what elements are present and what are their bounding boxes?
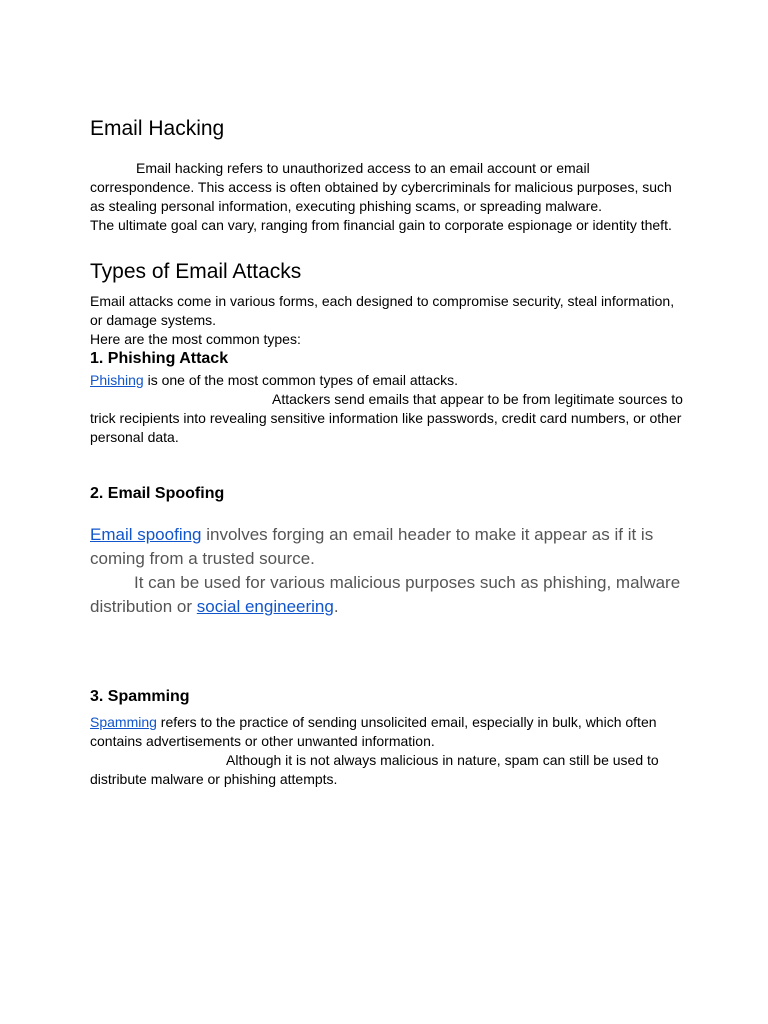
types-intro-text-1: Email attacks come in various forms, each designed to compromise security, steal information, or damage systems. [90,293,675,328]
phishing-link[interactable]: Phishing [90,372,144,388]
types-intro-paragraph [90,292,690,349]
email-spoofing-link[interactable]: Email spoofing [90,525,202,544]
spoofing-paragraph [90,523,690,619]
phishing-text-2: Attackers send emails that appear to be from legitimate sources to trick recipients into revealing sensitive information like passwords, credit card numbers, or other personal data. [90,391,683,445]
phishing-heading: 1. Phishing Attack [90,350,229,367]
types-heading: Types of Email Attacks [90,260,302,283]
spoofing-text-1: involves forging an email header to make it appear as if it is coming from a trusted source. [90,525,654,568]
page-title: Email Hacking [90,117,225,140]
spamming-heading: 3. Spamming [90,688,190,705]
spamming-text-2: Although it is not always malicious in nature, spam can still be used to distribute malware or phishing attempts. [90,752,659,787]
types-intro-text-2: Here are the most common types: [90,331,301,347]
spoofing-text-3: . [333,597,339,616]
spamming-paragraph [90,713,690,789]
intro-text-1: Email hacking refers to unauthorized access to an email account or email correspondence. This access is often obtained by cybercriminals for malicious purposes, such as stealing personal information, executing phishing scams, or spreading malware. [90,160,672,214]
spamming-text-1: refers to the practice of sending unsolicited email, especially in bulk, which often contains advertisements or other unwanted information. [90,714,657,749]
phishing-paragraph [90,371,690,447]
spoofing-text-2: It can be used for various malicious purposes such as phishing, malware distribution or [90,573,681,616]
intro-paragraph [90,159,690,235]
social-engineering-link[interactable]: social engineering [196,597,334,616]
spamming-link[interactable]: Spamming [90,714,157,730]
spoofing-heading: 2. Email Spoofing [90,485,225,502]
intro-text-2: The ultimate goal can vary, ranging from financial gain to corporate espionage or identity theft. [90,217,672,233]
phishing-text-1: is one of the most common types of email attacks. [143,372,459,388]
